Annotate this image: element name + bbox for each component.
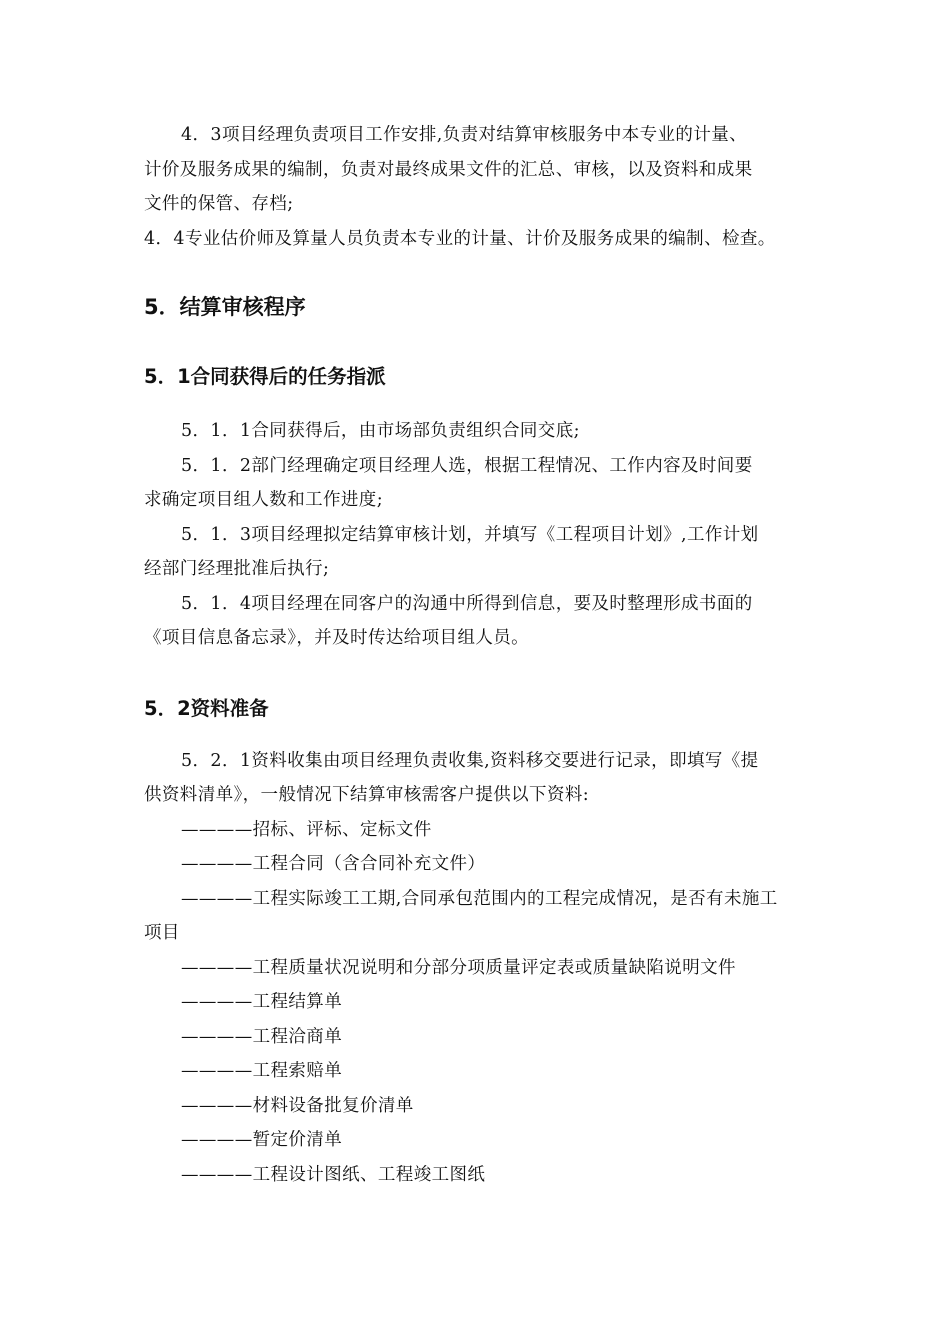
list-item: ————工程实际竣工工期,合同承包范围内的工程完成情况，是否有未施工 [181, 888, 778, 909]
paragraph-5-2-1-line-2: 供资料清单》，一般情况下结算审核需客户提供以下资料: [144, 785, 590, 805]
list-item: ————招标、评标、定标文件 [181, 819, 432, 840]
paragraph-5-1-4-line-1: 5．1．4项目经理在同客户的沟通中所得到信息，要及时整理形成书面的 [181, 593, 753, 614]
list-item: ————工程洽商单 [181, 1026, 343, 1047]
list-item: ————工程合同（含合同补充文件） [181, 854, 486, 874]
list-item: ————工程设计图纸、工程竣工图纸 [181, 1164, 486, 1185]
section-5-1-heading: 5．1合同获得后的任务指派 [144, 365, 386, 388]
paragraph-5-1-3-line-1: 5．1．3项目经理拟定结算审核计划，并填写《工程项目计划》,工作计划 [181, 524, 759, 545]
list-item: ————工程结算单 [181, 992, 343, 1012]
section-5-2-heading: 5．2资料准备 [144, 696, 269, 720]
paragraph-5-1-2-line-1: 5．1．2部门经理确定项目经理人选，根据工程情况、工作内容及时间要 [181, 455, 753, 476]
paragraph-5-1-4-line-2: 《项目信息备忘录》，并及时传达给项目组人员。 [144, 628, 530, 648]
paragraph-5-1-1: 5．1．1合同获得后，由市场部负责组织合同交底; [181, 421, 580, 441]
list-item: ————工程索赔单 [181, 1061, 343, 1081]
list-item-continuation: 项目 [144, 923, 180, 943]
paragraph-5-1-2-line-2: 求确定项目组人数和工作进度; [144, 490, 383, 510]
paragraph-4-3-line-3: 文件的保管、存档; [144, 194, 294, 214]
paragraph-4-4: 4．4专业估价师及算量人员负责本专业的计量、计价及服务成果的编制、检查。 [144, 228, 776, 249]
paragraph-5-1-3-line-2: 经部门经理批准后执行; [144, 559, 330, 579]
list-item: ————材料设备批复价清单 [181, 1095, 414, 1116]
paragraph-5-2-1-line-1: 5．2．1资料收集由项目经理负责收集,资料移交要进行记录，即填写《提 [181, 750, 759, 771]
document-page [144, 118, 808, 1192]
list-item: ————暂定价清单 [181, 1130, 343, 1150]
paragraph-4-3-line-1: 4．3项目经理负责项目工作安排,负责对结算审核服务中本专业的计量、 [181, 125, 748, 145]
list-item: ————工程质量状况说明和分部分项质量评定表或质量缺陷说明文件 [181, 957, 736, 978]
section-5-heading: 5．结算审核程序 [144, 295, 306, 319]
paragraph-4-3-line-2: 计价及服务成果的编制，负责对最终成果文件的汇总、审核，以及资料和成果 [144, 159, 753, 180]
